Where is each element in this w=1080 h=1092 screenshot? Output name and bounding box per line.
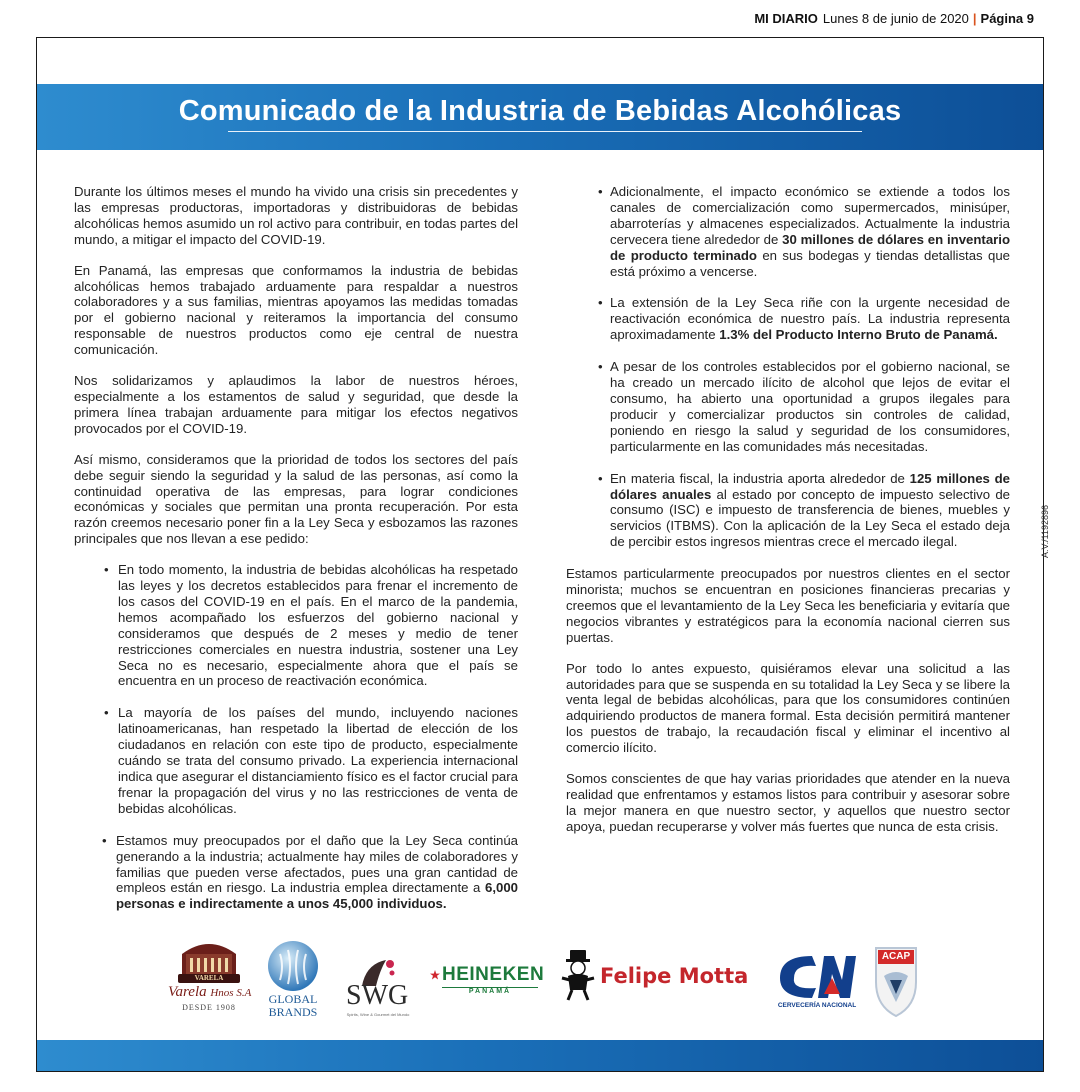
varela-logo [164, 936, 254, 1016]
cn-mark-icon [772, 950, 862, 1002]
bullet-bold-text: 6,000 personas e indirectamente a unos 45,000 individuos. [116, 880, 518, 912]
bullet-dot: • [598, 470, 603, 486]
star-icon [430, 970, 440, 980]
publication-name: MI DIARIO [754, 10, 818, 26]
swg-letters: SWG [346, 980, 409, 1011]
global-brands-logo [262, 940, 324, 1020]
globe-icon [262, 940, 324, 992]
bullet-dot: • [104, 705, 109, 721]
sponsor-logos [160, 936, 920, 1026]
bullet-text-end: al estado por concepto de impuesto selectivo de consumo (ISC) e impuesto de transferencia de bienes, muebles y servicios (ITBMS). Con la aplicación de la Ley Seca el estado deja de percibir estos ingresos mientras crece el mercado ilegal. [610, 486, 1010, 550]
acap-logo [872, 942, 920, 1020]
heineken-wordmark: HEINEKEN [442, 964, 545, 985]
footer-band [37, 1040, 1043, 1071]
page-title: Comunicado de la Industria de Bebidas Alcohólicas [178, 95, 902, 127]
bullet-dot: • [102, 832, 107, 848]
bullet-text: La mayoría de los países del mundo, incluyendo naciones latinoamericanas, han respetado la libertad de elección de los ciudadanos en relación con este tipo de producto, especialmente cuándo se trata del consumo privado. La experiencia internacional indica que asegurar el distanciamiento físico es el factor crucial para frenar la propagación del virus y no las restricciones de venta de bebidas alcohólicas. [118, 705, 518, 816]
page-header [754, 0, 1034, 36]
bullet-illicit-market [566, 359, 1010, 454]
mascot-icon [558, 948, 598, 1002]
bullet-dot: • [598, 359, 603, 375]
heineken-sub: PANAMÁ [468, 988, 512, 995]
bullet-bold-text: 30 millones de dólares en inventario de producto terminado [610, 231, 1010, 263]
cerveceria-nacional-logo [772, 950, 862, 1016]
paragraph-panama: En Panamá, las empresas que conformamos la industria de bebidas alcohólicas hemos trabajado arduamente para respaldar a nuestros colaboradores y a sus familias, mientras apoyamos las medidas tomadas por el gobierno nacional y reiteramos la importancia del consumo responsable de nuestros productos como eje central de nuestra comunicación. [74, 262, 518, 358]
varela-hnos: Hnos S.A [210, 987, 252, 999]
bullet-gdp [566, 295, 1010, 343]
bullet-freedom-choice [74, 705, 518, 816]
bullet-bold-text: 1.3% del Producto Interno Bruto de Panamá. [719, 327, 998, 343]
acap-letters: ACAP [881, 951, 911, 962]
varela-badge-text: VARELA [194, 974, 224, 982]
paragraph-intro: Durante los últimos meses el mundo ha vivido una crisis sin precedentes y las empresas productoras, importadoras y distribuidoras de bebidas alcohólicas hemos asumido un rol activo para contribuir, en todas partes del mundo, a mitigar el impacto del COVID-19. [74, 184, 518, 247]
bullet-text: Adicionalmente, el impacto económico se extiende a todos los canales de comercialización como supermercados, minisúper, abarroterías y almacenes especializados. Actualmente la industria cervecera tiene alrededor de [610, 184, 1010, 247]
bullet-dot: • [598, 295, 603, 311]
title-underline [228, 131, 862, 132]
bullet-jobs [74, 833, 518, 913]
global-brands-top: GLOBAL [268, 992, 318, 1006]
bullet-fiscal [566, 471, 1010, 551]
bullet-respect-laws [74, 562, 518, 689]
bullet-text-end: en sus bodegas y tiendas detallistas que está próximo a vencerse. [610, 247, 1010, 279]
varela-script [168, 984, 251, 1001]
right-column [566, 184, 1010, 850]
bullet-text: Estamos muy preocupados por el daño que la Ley Seca continúa generando a la industria; actualmente hay miles de colaboradores y familias que pueden verse afectados, pues una gran cantidad de empleos están en riesgo. La industria emplea directamente a [116, 832, 518, 896]
paragraph-priority: Así mismo, consideramos que la prioridad de todos los sectores del país debe seguir siendo la seguridad y la salud de las personas, así como la continuidad operativa de las empresas, para lograr condiciones económicas y sociales que permitan una pronta recuperación. Por esta razón creemos necesario poner fin a la Ley Seca y esbozamos las razones principales que nos llevan a ese pedido: [74, 451, 518, 547]
swg-tagline: Spirits, Wine & Gourmet del Mundo [346, 1012, 410, 1017]
bullet-inventory [566, 184, 1010, 279]
header-separator: | [972, 10, 977, 26]
bullet-dot: • [104, 562, 109, 578]
bullet-bold-text: 125 millones de dólares anuales [610, 470, 1011, 502]
bullet-text: En todo momento, la industria de bebidas alcohólicas ha respetado las leyes y los decretos establecidos para frenar el incremento de los casos del COVID-19 en el país. En el marco de la pandemia, hemos acompañado los esfuerzos del gobierno nacional y consideramos que después de 2 meses y medio de tener restricciones comerciales en nuestra industria, sostener una Ley Seca no es necesario, especialmente ahora que el país se encuentra en un proceso de reactivación económica. [118, 562, 518, 689]
left-column [74, 184, 518, 928]
heineken-logo [430, 964, 545, 1004]
paragraph-closing: Somos conscientes de que hay varias prioridades que atender en la nueva realidad que enfrentamos y estamos listos para contribuir y asesorar sobre la mejor manera en que nuestro sector, y aquellos que nuestro sector apoya, puedan recuperarse y volver más fuertes que nunca de esta crisis. [566, 771, 1010, 834]
paragraph-heroes: Nos solidarizamos y aplaudimos la labor de nuestros héroes, especialmente a los estamentos de salud y seguridad, que desde la primera línea trabajan arduamente para mitigar los efectos negativos provocados por el COVID-19. [74, 373, 518, 436]
title-banner [37, 84, 1043, 150]
paragraph-request: Por todo lo antes expuesto, quisiéramos elevar una solicitud a las autoridades para que se suspenda en su totalidad la Ley Seca y se libere la venta legal de bebidas alcohólicas, para que los consumidores continúen adquiriendo productos de manera formal. Esta decisión permitirá mantener los puestos de trabajo, la recaudación fiscal y eliminar el incentivo al comercio ilícito. [566, 660, 1010, 756]
ad-reference-code: A.V./1192896 [1040, 504, 1050, 558]
bullet-dot: • [598, 184, 603, 199]
page-number: Página 9 [980, 10, 1034, 26]
varela-since: DESDE 1908 [182, 1003, 236, 1012]
swg-logo [338, 956, 416, 1016]
felipe-motta-logo [558, 948, 749, 1004]
paragraph-retail: Estamos particularmente preocupados por nuestros clientes en el sector minorista; muchos se encuentran en posiciones financieras precarias y creemos que el levantamiento de la Ley Seca les beneficiaria y evitaría que negocios vibrantes y estratégicos para la economía nacional cierren sus puertas. [566, 566, 1010, 645]
bullet-text: En materia fiscal, la industria aporta alrededor de [610, 470, 910, 486]
felipe-motta-wordmark: Felipe Motta [600, 964, 749, 988]
cn-subtitle: CERVECERÍA NACIONAL [777, 1002, 857, 1009]
varela-name: Varela [168, 984, 207, 1000]
bullet-text: A pesar de los controles establecidos por el gobierno nacional, se ha creado un mercado ilícito de alcohol que lejos de evitar el consumo, ha abierto una oportunidad a grupos ilegales para producir y comercializar productos sin controles de calidad, poniendo en riesgo la salud y seguridad de los consumidores, particularmente en las comunidades más necesitadas. [610, 359, 1010, 454]
bullet-text: La extensión de la Ley Seca riñe con la urgente necesidad de reactivación económica de nuestro país. La industria representa aproximadamente [610, 295, 1010, 343]
global-brands-bottom: BRANDS [268, 1005, 318, 1019]
publication-date: Lunes 8 de junio de 2020 [822, 10, 969, 26]
